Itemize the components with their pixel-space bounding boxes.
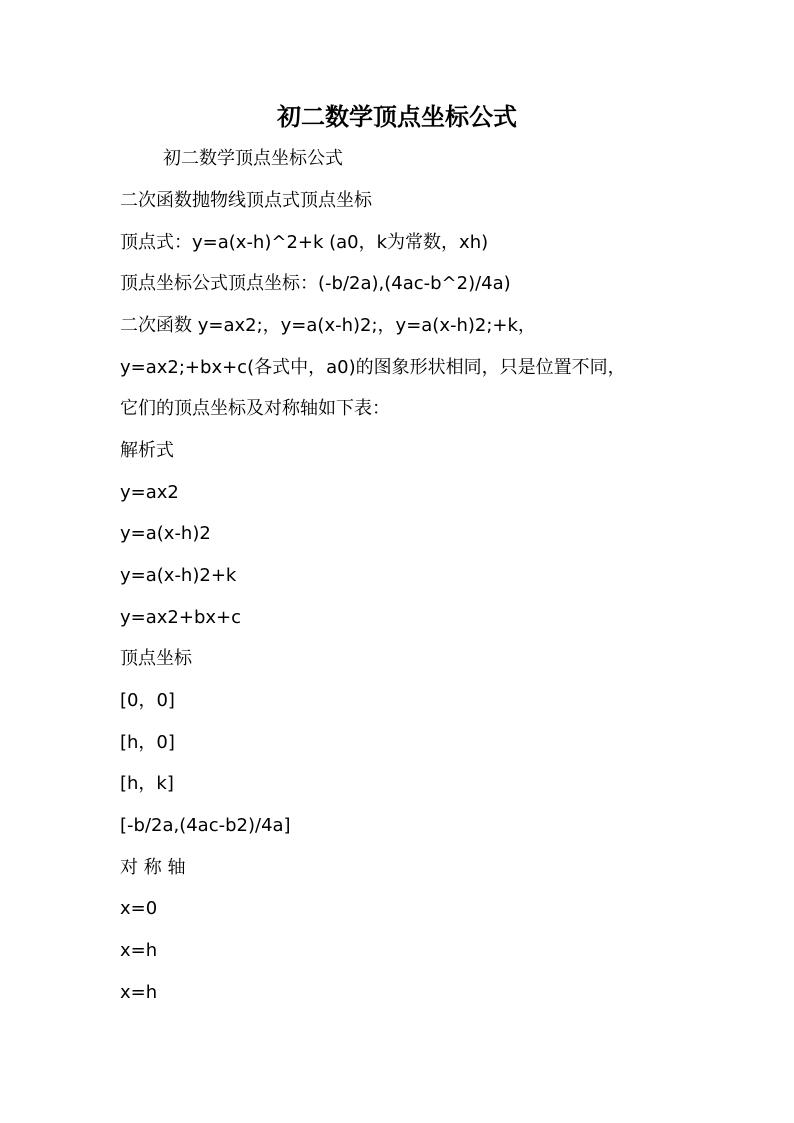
table-cell: x=0 [120, 898, 158, 919]
paragraph-line: y=ax2;+bx+c(各式中，a0)的图象形状相同，只是位置不同， [120, 357, 626, 378]
section-heading: 二次函数抛物线顶点式顶点坐标 [120, 190, 372, 211]
table-header-axis: 对 称 轴 [120, 857, 186, 878]
table-cell: y=a(x-h)2 [120, 523, 211, 544]
table-cell: [-b/2a,(4ac-b2)/4a] [120, 815, 291, 836]
vertex-formula-line: 顶点坐标公式顶点坐标：(-b/2a),(4ac-b^2)/4a) [120, 273, 511, 294]
table-cell: x=h [120, 982, 158, 1003]
table-cell: [h，0] [120, 732, 175, 753]
vertex-form-line: 顶点式：y=a(x-h)^2+k (a0，k为常数，xh) [120, 232, 489, 253]
table-cell: y=ax2 [120, 482, 179, 503]
table-cell: x=h [120, 940, 158, 961]
paragraph-line: 它们的顶点坐标及对称轴如下表： [120, 398, 390, 419]
table-cell: y=a(x-h)2+k [120, 565, 237, 586]
table-header-expression: 解析式 [120, 440, 174, 461]
table-header-vertex: 顶点坐标 [120, 648, 192, 669]
paragraph-line: 二次函数 y=ax2;，y=a(x-h)2;，y=a(x-h)2;+k， [120, 315, 536, 336]
table-cell: [0，0] [120, 690, 175, 711]
table-cell: [h，k] [120, 773, 174, 794]
table-cell: y=ax2+bx+c [120, 607, 242, 628]
page-title: 初二数学顶点坐标公式 [277, 102, 517, 131]
subtitle-paragraph: 初二数学顶点坐标公式 [163, 148, 343, 169]
